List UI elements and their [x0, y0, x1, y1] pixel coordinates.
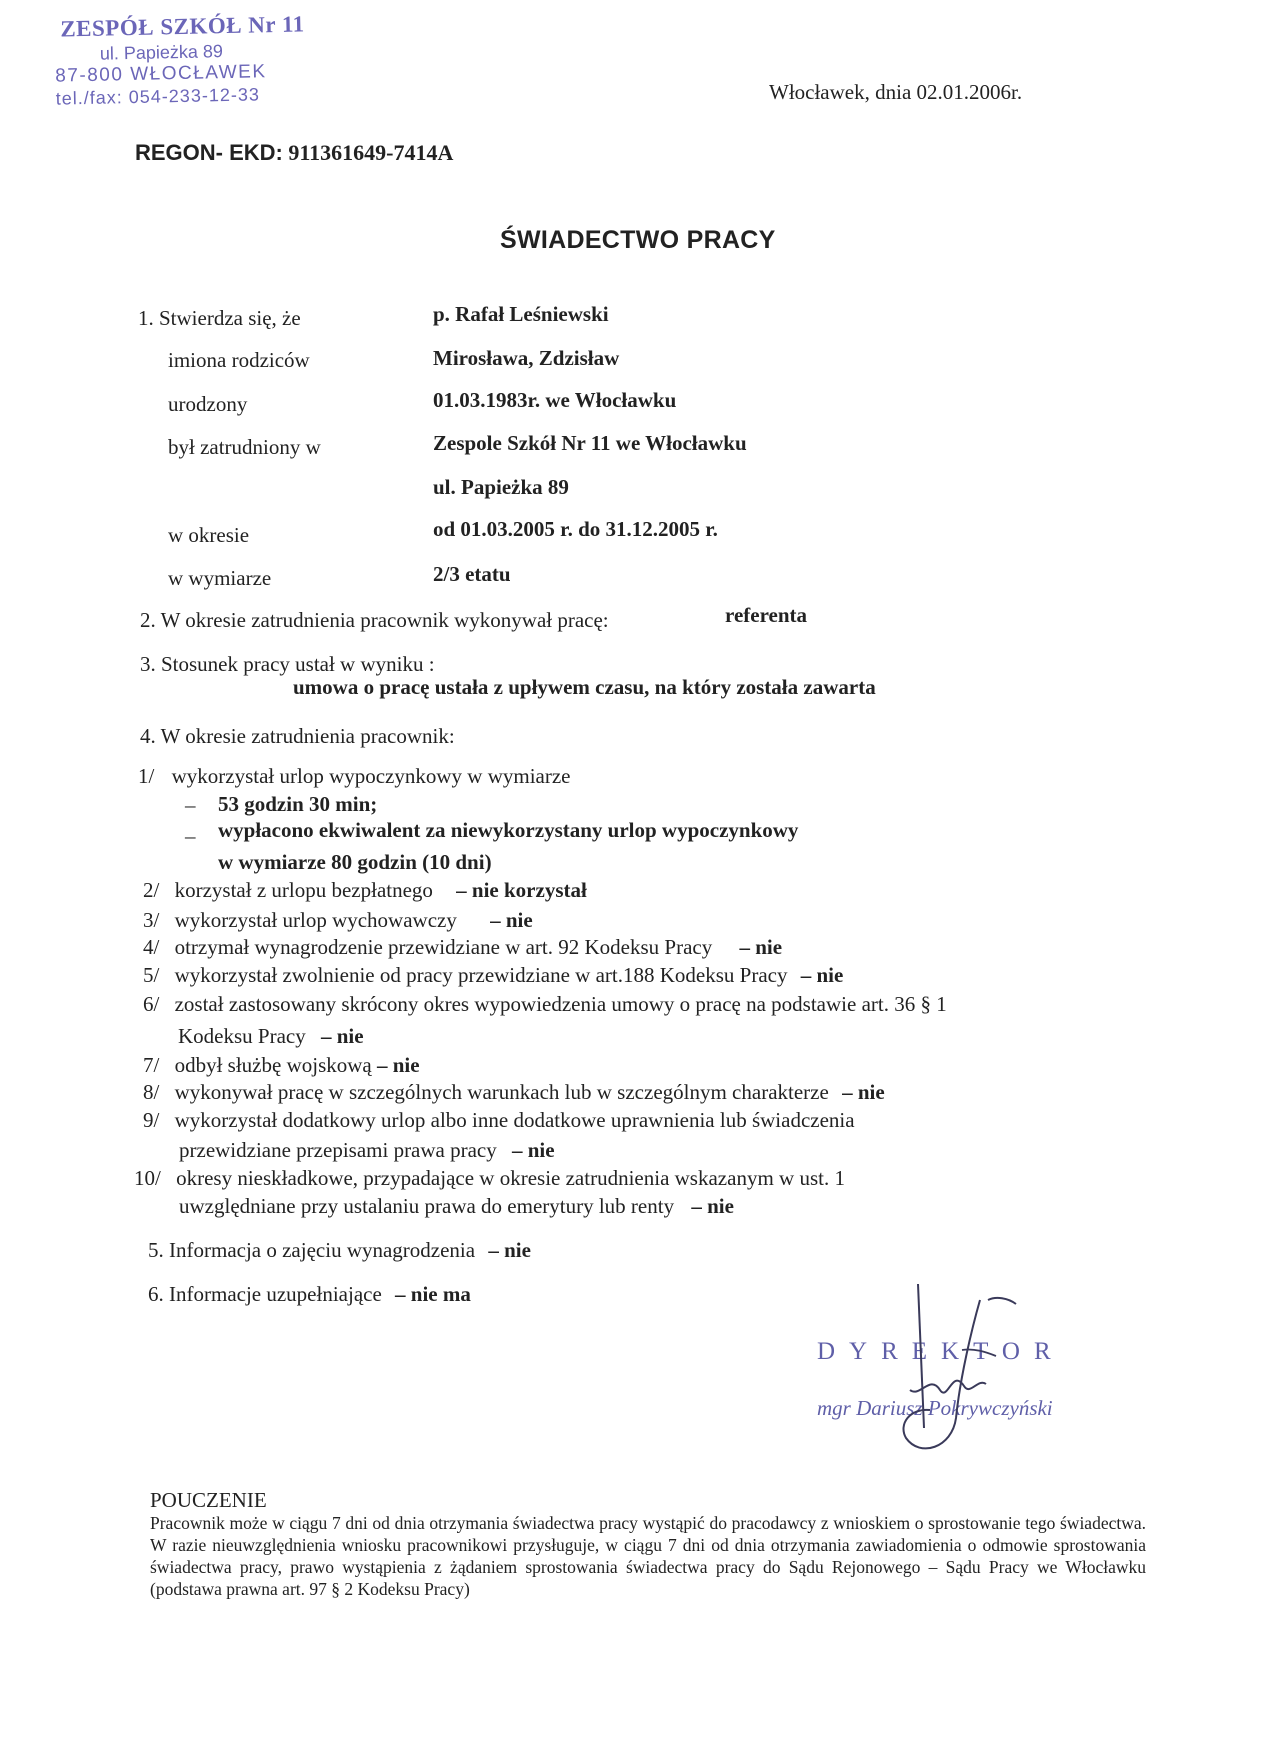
s4-item-2-num: 2/ [143, 878, 160, 902]
s6-text: 6. Informacje uzupełniające [148, 1282, 382, 1306]
s1-value-address: ul. Papieżka 89 [433, 475, 569, 499]
s4-item-9-text2: przewidziane przepisami prawa pracy [179, 1138, 497, 1162]
signature-title: DYREKTOR [817, 1338, 1065, 1365]
s1-value-employer: Zespole Szkół Nr 11 we Włocławku [433, 431, 747, 455]
regon-value: 911361649-7414A [288, 140, 454, 165]
handwritten-signature [840, 1278, 1040, 1458]
s1-label-6: w wymiarze [168, 566, 272, 590]
s1-value-born: 01.03.1983r. we Włocławku [433, 388, 677, 412]
s4-item-7-value: – nie [377, 1053, 420, 1077]
s2-text: 2. W okresie zatrudnienia pracownik wykonywał pracę: [140, 608, 609, 632]
s4-item-3-text: wykorzystał urlop wychowawczy [174, 908, 457, 932]
s1-value-employee: p. Rafał Leśniewski [433, 302, 609, 326]
stamp-line-1: ZESPÓŁ SZKÓŁ Nr 11 [60, 11, 305, 42]
s4-item-2-text: korzystał z urlopu bezpłatnego [174, 878, 433, 902]
s6-value: – nie ma [395, 1282, 471, 1306]
s4-item-3-num: 3/ [143, 908, 160, 932]
s4-item-10-cont [179, 1194, 734, 1219]
s4-item-6-cont [178, 1024, 364, 1049]
s4-item-4-text: otrzymał wynagrodzenie przewidziane w art. 92 Kodeksu Pracy [174, 935, 713, 959]
s1-value-period: od 01.03.2005 r. do 31.12.2005 r. [433, 517, 718, 541]
s4-item-1-text: wykorzystał urlop wypoczynkowy w wymiarze [171, 764, 571, 788]
s6-line [148, 1282, 471, 1307]
s4-item-6-text2: Kodeksu Pracy [178, 1024, 306, 1048]
s4-item-7-num: 7/ [143, 1053, 160, 1077]
s4-item-8 [143, 1080, 885, 1105]
s4-item-6 [143, 992, 947, 1017]
s4-item-5-text: wykorzystał zwolnienie od pracy przewidziane w art.188 Kodeksu Pracy [174, 963, 788, 987]
company-stamp [54, 11, 306, 109]
s4-item-2-value: – nie korzystał [456, 878, 587, 902]
s5-value: – nie [488, 1238, 531, 1262]
s1-label-0: 1. Stwierdza się, że [138, 306, 301, 330]
s4-item-10-num: 10/ [134, 1166, 161, 1190]
s4-item-4 [143, 935, 782, 960]
regon-line [135, 140, 453, 166]
regon-label: REGON- EKD: [135, 140, 283, 165]
s4-item-4-num: 4/ [143, 935, 160, 959]
s4-item-1-dash-1: – [185, 793, 196, 817]
s3-text: 3. Stosunek pracy ustał w wyniku : [140, 652, 435, 676]
s4-item-9-value: – nie [512, 1138, 555, 1162]
s1-label-2: urodzony [168, 392, 248, 416]
s4-item-6-value: – nie [320, 1024, 364, 1048]
s4-item-8-text: wykonywał pracę w szczególnych warunkach lub w szczególnym charakterze [174, 1080, 829, 1104]
signature-name: mgr Dariusz Pokrywczyński [817, 1396, 1053, 1420]
notice-text: Pracownik może w ciągu 7 dni od dnia otrzymania świadectwa pracy wystąpić do pracodawcy z wnioskiem o sprostowanie tego świadectwa. W razie nieuwzględnienia wniosku pracownikowi przysługuje, w ciągu 7 dni od dnia otrzymania zawiadomienia o odmowie sprostowania świadectwa pracy, prawo wystąpienia z żądaniem sprostowania świadectwa pracy do Sądu Rejonowego – Sądu Pracy we Włocławku (podstawa prawna art. 97 § 2 Kodeksu Pracy) [150, 1513, 1146, 1599]
s1-value-fte: 2/3 etatu [433, 562, 511, 586]
s4-item-10-text2: uwzględniane przy ustalaniu prawa do emerytury lub renty [179, 1194, 675, 1218]
s4-item-4-value: – nie [739, 935, 783, 959]
s4-item-7 [143, 1053, 420, 1078]
s4-item-8-value: – nie [842, 1080, 885, 1104]
s4-item-10 [134, 1166, 845, 1191]
s4-item-1 [138, 764, 571, 789]
s4-item-5-value: – nie [800, 963, 844, 987]
s4-item-9-num: 9/ [143, 1108, 160, 1132]
stamp-line-4: tel./fax: 054-233-12-33 [55, 84, 261, 109]
s4-item-8-num: 8/ [143, 1080, 160, 1104]
stamp-line-2: ul. Papieżka 89 [99, 41, 224, 64]
s4-item-10-value: – nie [691, 1194, 734, 1218]
s4-item-1-sub-1: 53 godzin 30 min; [218, 792, 378, 816]
s4-item-1-sub-2a: wypłacono ekwiwalent za niewykorzystany urlop wypoczynkowy [218, 818, 799, 842]
s2-value: referenta [725, 603, 808, 627]
s4-item-1-num: 1/ [138, 764, 155, 788]
s1-label-3: był zatrudniony w [168, 435, 321, 459]
s1-value-parents: Mirosława, Zdzisław [433, 346, 620, 370]
s4-item-5 [143, 963, 843, 988]
s4-item-1-dash-2: – [185, 824, 196, 848]
s4-item-10-text: okresy nieskładkowe, przypadające w okresie zatrudnienia wskazanym w ust. 1 [176, 1166, 845, 1190]
s1-label-5: w okresie [168, 523, 250, 547]
s5-line [148, 1238, 531, 1263]
s4-item-7-text: odbył służbę wojskową [174, 1053, 372, 1077]
s4-text: 4. W okresie zatrudnienia pracownik: [140, 724, 455, 748]
s4-item-3 [143, 908, 533, 933]
stamp-line-3: 87-800 WŁOCŁAWEK [55, 61, 267, 87]
s4-item-9 [143, 1108, 855, 1133]
s3-value: umowa o pracę ustała z upływem czasu, na który została zawarta [293, 675, 876, 699]
place-date: Włocławek, dnia 02.01.2006r. [769, 80, 1023, 104]
notice-heading: POUCZENIE [150, 1488, 267, 1512]
s1-label-1: imiona rodziców [168, 348, 310, 372]
document-title: ŚWIADECTWO PRACY [500, 226, 776, 254]
s4-item-2 [143, 878, 587, 903]
s4-item-3-value: – nie [490, 908, 533, 932]
s4-item-5-num: 5/ [143, 963, 160, 987]
s4-item-6-num: 6/ [143, 992, 160, 1016]
s4-item-1-sub-2b: w wymiarze 80 godzin (10 dni) [218, 850, 492, 874]
s4-item-6-text: został zastosowany skrócony okres wypowiedzenia umowy o pracę na podstawie art. 36 § 1 [174, 992, 947, 1016]
s4-item-9-cont [179, 1138, 555, 1163]
s5-text: 5. Informacja o zajęciu wynagrodzenia [148, 1238, 476, 1262]
s4-item-9-text: wykorzystał dodatkowy urlop albo inne dodatkowe uprawnienia lub świadczenia [174, 1108, 855, 1132]
